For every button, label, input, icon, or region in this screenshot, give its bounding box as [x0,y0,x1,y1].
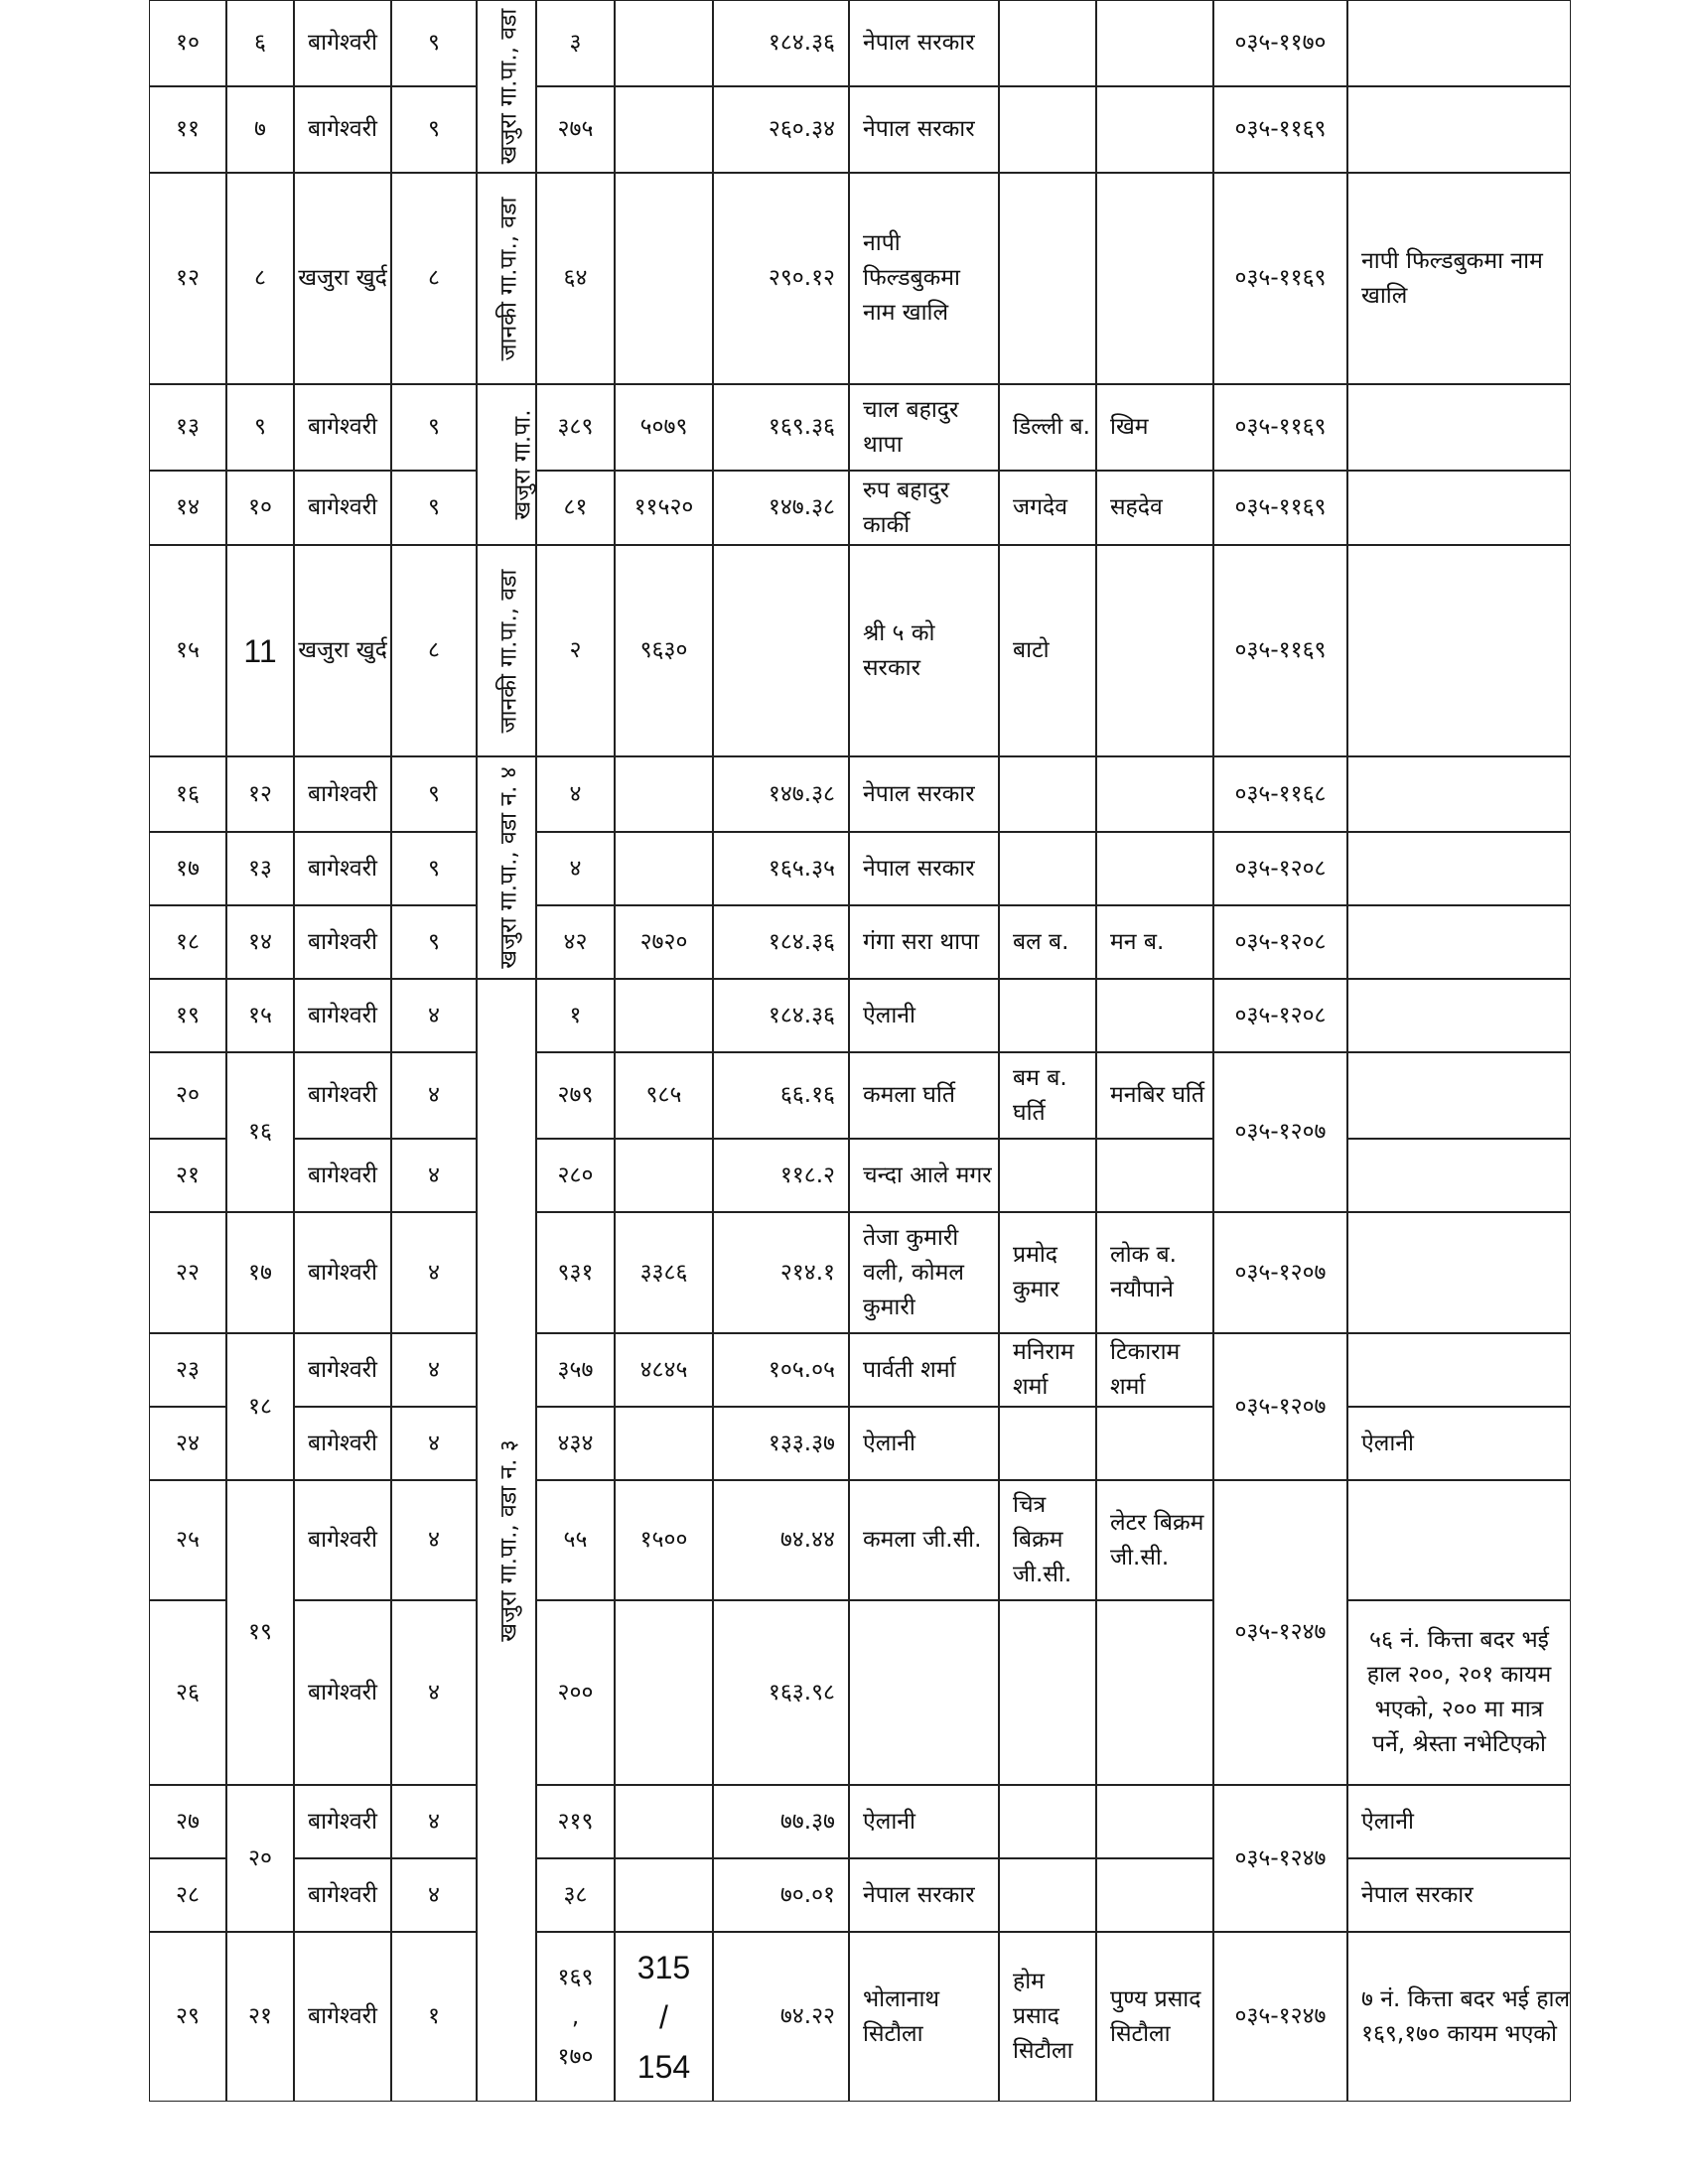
cell-remarks: नेपाल सरकार [1361,1881,1474,1908]
cell-vdc: बागेश्वरी [308,780,377,807]
cell-father: बाटो [1013,637,1050,663]
cell-area: ९८५ [645,1082,682,1108]
cell-decision: ०३५-१२४७ [1234,1844,1327,1871]
cell-owner [849,1600,999,1785]
cell-decision: ०३५-१२४७ [1234,1619,1327,1645]
cell-owner: ऐलानी [863,1430,915,1456]
cell-owner: पार्वती शर्मा [863,1356,956,1383]
cell-remarks [1347,1480,1571,1600]
cell-remarks [1347,905,1571,979]
cell-gfather [1096,1858,1213,1932]
cell-vdc: खजुरा खुर्द [298,637,387,663]
cell-sn: ११ [176,116,200,142]
cell-amt: २१४.१ [779,1259,835,1286]
cell-vdc: बागेश्वरी [308,1679,377,1706]
cell-owner: गंगा सरा थापा [863,928,980,955]
cell-remarks: ऐलानी [1361,1808,1414,1835]
cell-remarks: नापी फिल्डबुकमा नाम खालि [1361,247,1543,309]
cell-gfather: मनबिर घर्ति [1110,1082,1204,1108]
current-address-label: खजुरा गा.पा., वडा न. ३ [495,1438,522,1642]
cell-ward: ४ [428,1679,440,1706]
cell-gfather: पुण्य प्रसाद सिटौला [1110,1985,1201,2047]
cell-area: ९६३० [639,637,688,663]
cell-decision: ०३५-१२०७ [1234,1259,1327,1286]
cell-sn: १५ [176,637,200,663]
cell-plot: १७ [248,1259,272,1286]
cell-ward: ८ [428,637,440,663]
cell-ward: ४ [428,1356,440,1383]
cell-ward: ८ [428,265,440,291]
cell-sn: १८ [176,928,200,955]
cell-decision: ०३५-१२०७ [1234,1119,1327,1145]
cell-decision: ०३५-११६९ [1234,265,1327,291]
cell-gfather: खिम [1110,414,1149,440]
cell-owner: कमला जी.सी. [863,1527,982,1553]
cell-remarks: ऐलानी [1361,1430,1414,1456]
cell-kitta: ३ [569,30,582,56]
cell-decision: ०३५-१२०७ [1234,1393,1327,1420]
cell-ward: १ [428,2003,440,2029]
cell-decision: ०३५-१२४७ [1234,2003,1327,2029]
cell-area: ५०७९ [639,414,688,440]
cell-ward: ४ [428,1527,440,1553]
area-part: 154 [636,2048,691,2085]
cell-gfather [1096,1600,1213,1785]
cell-father: बल ब. [1013,928,1069,955]
cell-gfather [1096,1407,1213,1480]
cell-kitta: २८० [557,1161,594,1188]
cell-ward: ९ [428,928,440,955]
cell-owner: नापी फिल्डबुकमा नाम खालि [863,230,961,326]
cell-plot: 11 [243,632,277,669]
cell-remarks [1347,384,1571,471]
cell-decision: ०३५-११६९ [1234,494,1327,520]
cell-kitta: ८१ [563,494,588,520]
cell-gfather [1096,1785,1213,1858]
cell-vdc: बागेश्वरी [308,1082,377,1108]
cell-ward: ९ [428,855,440,882]
cell-owner: ऐलानी [863,1002,915,1028]
cell-vdc: बागेश्वरी [308,414,377,440]
current-address-label: जानकी गा.पा., वडा [494,569,521,733]
cell-father [999,173,1096,384]
cell-owner: चाल बहादुर थापा [863,396,959,458]
cell-father [999,1139,1096,1212]
cell-kitta: ४२ [563,928,588,955]
cell-gfather: मन ब. [1110,928,1165,955]
cell-ward: ४ [428,1082,440,1108]
cell-decision: ०३५-१२०८ [1234,928,1327,955]
current-address-label: खजुरा गा.पा. [509,409,536,520]
cell-remarks [1347,979,1571,1052]
cell-kitta: ९३१ [557,1259,594,1286]
cell-plot: १९ [248,1619,272,1645]
cell-ward: ९ [428,414,440,440]
cell-kitta: ३८९ [557,414,594,440]
cell-plot: १५ [248,1002,272,1028]
cell-area [615,86,713,173]
cell-decision: ०३५-११६९ [1234,637,1327,663]
cell-gfather [1096,86,1213,173]
cell-father [999,0,1096,86]
cell-owner: रुप बहादुर कार्की [863,477,950,538]
cell-plot: १४ [248,928,272,955]
cell-father: होम प्रसाद सिटौला [1013,1969,1073,2064]
cell-kitta [536,1932,615,2102]
cell-ward: ४ [428,1808,440,1835]
cell-father [999,1785,1096,1858]
cell-vdc: बागेश्वरी [308,1808,377,1835]
cell-plot: १८ [248,1393,272,1420]
cell-father: डिल्ली ब. [1013,414,1090,440]
cell-area: ३३८६ [639,1259,688,1286]
cell-owner: नेपाल सरकार [863,1881,975,1908]
cell-owner: तेजा कुमारी वली, कोमल कुमारी [863,1224,964,1320]
cell-sn: २३ [176,1356,200,1383]
cell-plot: २१ [248,2003,272,2029]
cell-remarks [1347,756,1571,832]
cell-amt: ७४.४४ [779,1527,835,1553]
cell-sn: २१ [176,1161,200,1188]
cell-remarks [1347,832,1571,905]
cell-area [615,979,713,1052]
cell-gfather: टिकाराम शर्मा [1110,1339,1181,1400]
cell-vdc: बागेश्वरी [308,494,377,520]
cell-ward: ४ [428,1002,440,1028]
cell-owner: नेपाल सरकार [863,780,975,807]
cell-vdc: बागेश्वरी [308,1881,377,1908]
cell-vdc: बागेश्वरी [308,1161,377,1188]
cell-area [615,1600,713,1785]
cell-gfather: लेटर बिक्रम जी.सी. [1110,1509,1204,1570]
cell-plot: १२ [248,780,272,807]
cell-gfather [1096,545,1213,756]
cell-father [999,1858,1096,1932]
cell-owner: नेपाल सरकार [863,855,975,882]
cell-amt: ११८.२ [779,1161,835,1188]
cell-plot: २० [248,1844,272,1871]
cell-decision: ०३५-११६९ [1234,414,1327,440]
cell-ward: ९ [428,30,440,56]
cell-amt: १८४.३६ [768,30,835,56]
cell-father [999,756,1096,832]
cell-kitta: ४ [569,780,582,807]
cell-amt: १६३.९८ [768,1679,835,1706]
cell-remarks [1347,1139,1571,1212]
cell-kitta: ३५७ [557,1356,594,1383]
cell-kitta: २ [569,637,582,663]
cell-amt: १६९.३६ [768,414,835,440]
cell-vdc: बागेश्वरी [308,30,377,56]
cell-father [999,979,1096,1052]
cell-ward: ४ [428,1881,440,1908]
current-address-label: खजुरा गा.पा., वडा [494,8,521,165]
cell-ward: ४ [428,1430,440,1456]
area-part: / [659,1998,668,2035]
cell-vdc: बागेश्वरी [308,1356,377,1383]
cell-sn: २४ [176,1430,200,1456]
cell-father [999,832,1096,905]
cell-sn: २७ [176,1808,200,1835]
cell-vdc: खजुरा खुर्द [298,265,387,291]
cell-decision: ०३५-१२०८ [1234,855,1327,882]
kitta-part: १६९ [557,1964,594,1990]
cell-kitta: २१९ [557,1808,594,1835]
cell-remarks: ७ नं. कित्ता बदर भई हाल १६९,१७० कायम भएको [1361,1985,1571,2047]
cell-gfather [1096,832,1213,905]
cell-decision: ०३५-११६८ [1234,780,1327,807]
cell-amt: १८४.३६ [768,1002,835,1028]
cell-gfather [1096,756,1213,832]
cell-remarks [1347,545,1571,756]
cell-sn: २९ [176,2003,200,2029]
cell-area: १५०० [639,1527,688,1553]
cell-sn: १९ [176,1002,200,1028]
cell-area: ११५२० [633,494,694,520]
kitta-part: , [571,2003,580,2030]
cell-gfather [1096,0,1213,86]
cell-amt: २६०.३४ [768,116,835,142]
cell-vdc: बागेश्वरी [308,1430,377,1456]
cell-sn: १२ [176,265,200,291]
cell-kitta: ५५ [563,1527,588,1553]
cell-area [615,832,713,905]
kitta-part: १७० [557,2043,594,2070]
cell-ward: ४ [428,1161,440,1188]
cell-amt: ७४.२२ [779,2003,835,2029]
cell-sn: १४ [176,494,200,520]
cell-amt: ७७.३७ [779,1808,835,1835]
cell-remarks [1347,471,1571,545]
cell-area [615,0,713,86]
cell-father: बम ब. घर्ति [1013,1064,1067,1126]
land-record-table [149,0,1571,2102]
cell-vdc: बागेश्वरी [308,1259,377,1286]
cell-kitta: ३८ [563,1881,588,1908]
cell-gfather: लोक ब. नयौपाने [1110,1242,1177,1302]
cell-remarks: ५६ नं. कित्ता बदर भई हाल २००, २०१ कायम भएको, २०० मा मात्र पर्ने, श्रेस्ता नभेटिएको [1366,1627,1552,1757]
cell-remarks [1347,1052,1571,1139]
cell-plot: ९ [254,414,266,440]
cell-sn: २८ [176,1881,200,1908]
cell-amt: १८४.३६ [768,928,835,955]
cell-plot: १६ [248,1119,272,1145]
cell-decision: ०३५-१२०८ [1234,1002,1327,1028]
current-address-label: जानकी गा.पा., वडा [494,197,521,360]
cell-amt: १६५.३५ [768,855,835,882]
cell-kitta: २०० [557,1679,594,1706]
cell-sn: २५ [176,1527,200,1553]
cell-amt: ६६.१६ [779,1082,835,1108]
cell-remarks [1347,86,1571,173]
cell-area: ४८४५ [639,1356,688,1383]
cell-area [615,756,713,832]
cell-kitta: २७९ [557,1082,594,1108]
cell-remarks [1347,1212,1571,1333]
cell-vdc: बागेश्वरी [308,2003,377,2029]
cell-father [999,1600,1096,1785]
cell-amt: १४७.३८ [768,780,835,807]
cell-father: चित्र बिक्रम जी.सी. [1013,1492,1072,1587]
cell-amt: १४७.३८ [768,494,835,520]
cell-gfather: सहदेव [1110,494,1163,520]
cell-owner: भोलानाथ सिटौला [863,1985,940,2047]
cell-area [615,1407,713,1480]
cell-plot: ७ [254,116,266,142]
cell-father [999,86,1096,173]
cell-father [999,1407,1096,1480]
cell-sn: २६ [176,1679,200,1706]
cell-plot: ८ [254,265,266,291]
cell-father: जगदेव [1013,494,1068,520]
cell-area [615,1932,713,2102]
cell-sn: २० [176,1082,200,1108]
cell-ward: ९ [428,780,440,807]
cell-sn: १० [176,30,200,56]
cell-owner: नेपाल सरकार [863,30,975,56]
cell-plot: ६ [254,30,266,56]
cell-area [615,1139,713,1212]
cell-father: मनिराम शर्मा [1013,1339,1074,1400]
cell-kitta: १ [569,1002,582,1028]
cell-remarks [1347,1333,1571,1407]
cell-sn: १३ [176,414,200,440]
cell-area [615,1858,713,1932]
cell-vdc: बागेश्वरी [308,1527,377,1553]
cell-owner: चन्दा आले मगर [863,1161,992,1188]
cell-amt [713,545,849,756]
cell-area [615,173,713,384]
cell-ward: ९ [428,116,440,142]
cell-sn: १७ [176,855,200,882]
cell-amt: २९०.१२ [768,265,835,291]
cell-owner: नेपाल सरकार [863,116,975,142]
cell-remarks [1347,0,1571,86]
area-part: 315 [636,1949,691,1985]
cell-area [615,1785,713,1858]
cell-owner: श्री ५ को सरकार [863,619,935,681]
cell-plot: १० [248,494,272,520]
cell-vdc: बागेश्वरी [308,116,377,142]
cell-sn: २२ [176,1259,200,1286]
cell-vdc: बागेश्वरी [308,928,377,955]
cell-owner: कमला घर्ति [863,1082,955,1108]
cell-ward: ४ [428,1259,440,1286]
cell-gfather [1096,979,1213,1052]
cell-vdc: बागेश्वरी [308,855,377,882]
cell-kitta: ४ [569,855,582,882]
current-address-label: खजुरा गा.पा., वडा न. ४ [495,766,522,969]
cell-plot: १३ [248,855,272,882]
cell-gfather [1096,1139,1213,1212]
cell-amt: ७०.०१ [779,1881,835,1908]
cell-ward: ९ [428,494,440,520]
cell-sn: १६ [176,780,200,807]
cell-vdc: बागेश्वरी [308,1002,377,1028]
cell-kitta: ४३४ [557,1430,594,1456]
cell-father: प्रमोद कुमार [1013,1242,1059,1302]
cell-decision: ०३५-११७० [1234,30,1327,56]
cell-area: २७२० [639,928,688,955]
cell-amt: १३३.३७ [768,1430,835,1456]
cell-decision: ०३५-११६९ [1234,116,1327,142]
cell-amt: १०५.०५ [768,1356,835,1383]
cell-kitta: ६४ [563,265,588,291]
cell-kitta: २७५ [557,116,594,142]
cell-owner: ऐलानी [863,1808,915,1835]
cell-gfather [1096,173,1213,384]
